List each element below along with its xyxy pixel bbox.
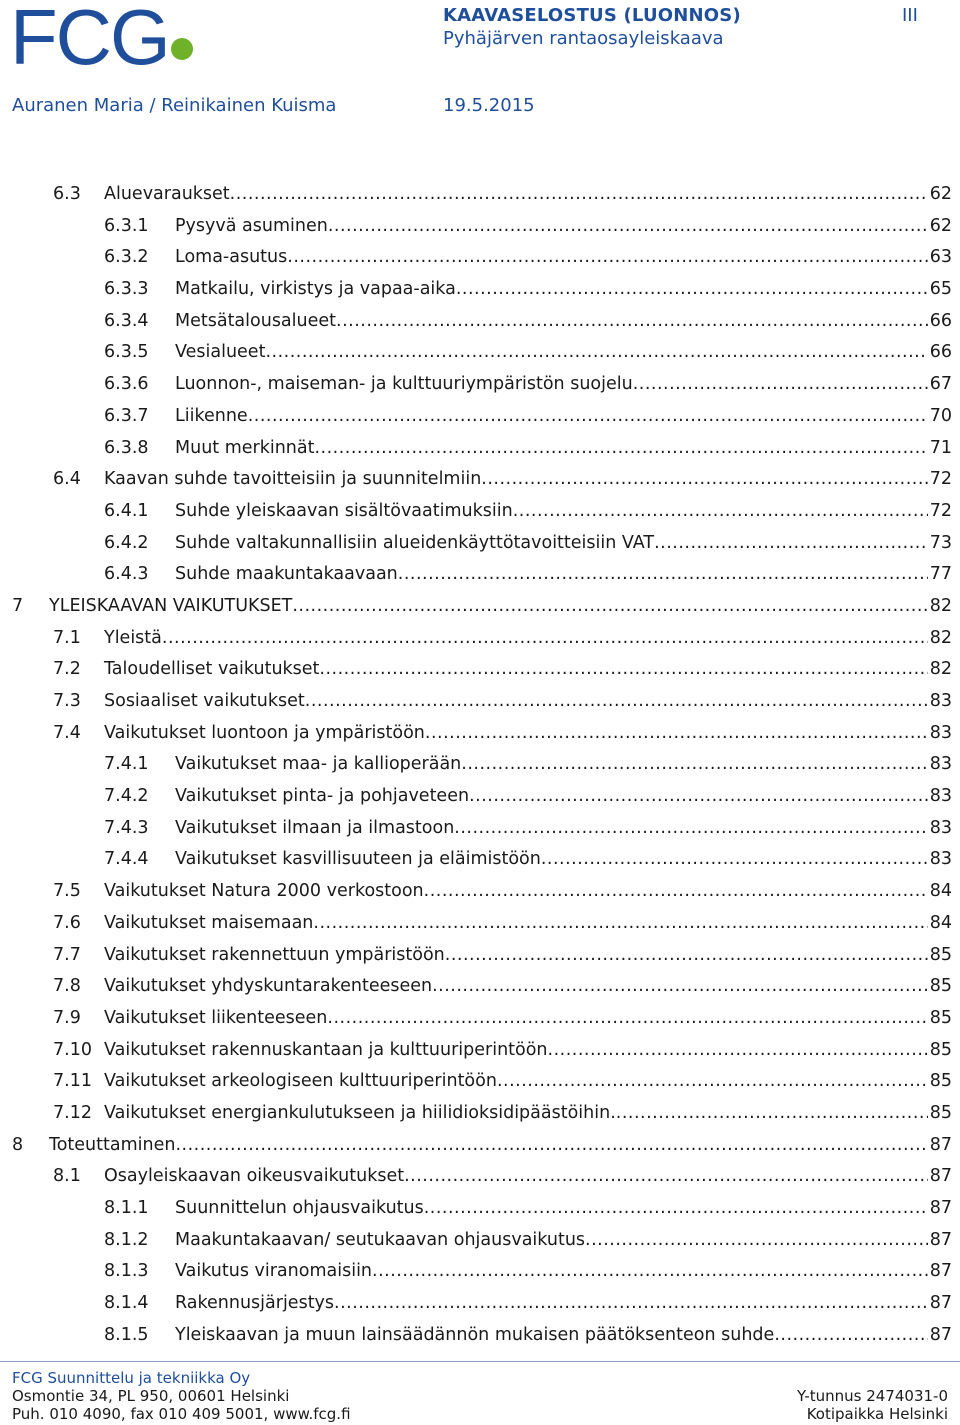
toc-entry[interactable]	[0, 623, 960, 655]
toc-entry-number: 8	[12, 1134, 24, 1155]
toc-entry-line	[175, 781, 952, 813]
toc-entry-number: 6.3.2	[104, 247, 149, 268]
toc-entry-number: 7.4.4	[104, 849, 149, 870]
toc-entry-page: 83	[929, 754, 952, 775]
toc-dot-leader	[327, 1003, 927, 1035]
toc-entry-page: 85	[929, 1039, 952, 1060]
toc-entry-title: Suunnittelun ohjausvaikutus	[175, 1198, 424, 1218]
toc-entry-line	[104, 908, 952, 940]
toc-entry-title: Pysyvä asuminen	[175, 215, 328, 236]
toc-entry-title: Metsätalousalueet	[175, 310, 337, 331]
toc-entry-page: 62	[929, 215, 952, 236]
toc-entry-title: Vaikutukset rakennettuun ympäristöön	[104, 944, 445, 965]
toc-entry[interactable]	[0, 496, 960, 528]
toc-entry-number: 7.4.2	[104, 786, 149, 807]
toc-entry-title: Yleistä	[104, 627, 162, 648]
toc-dot-leader	[774, 1320, 927, 1352]
toc-dot-leader	[404, 1161, 928, 1193]
toc-dot-leader	[328, 211, 928, 243]
toc-dot-leader	[432, 971, 928, 1003]
toc-entry-number: 7.11	[53, 1071, 92, 1092]
project-name: Pyhäjärven rantaosayleiskaava	[443, 28, 724, 49]
toc-entry-number: 6.3.3	[104, 279, 149, 300]
page-number-roman: III	[902, 5, 918, 26]
toc-entry-line	[104, 654, 952, 686]
toc-entry-title: Vaikutukset liikenteeseen	[104, 1007, 328, 1028]
toc-dot-leader	[456, 274, 928, 306]
toc-entry-line	[104, 971, 952, 1003]
toc-entry-number: 7.4.1	[104, 754, 149, 775]
toc-entry[interactable]	[0, 1003, 960, 1035]
toc-entry-title: Vaikutukset Natura 2000 verkostoon	[104, 881, 424, 902]
footer-domicile: Kotipaikka Helsinki	[806, 1405, 948, 1423]
toc-entry-number: 8.1.4	[104, 1293, 149, 1314]
toc-entry[interactable]	[0, 559, 960, 591]
toc-entry-title: Yleiskaavan ja muun lainsäädännön mukaisen päätöksenteon suhde	[175, 1324, 775, 1345]
toc-entry-number: 8.1.5	[104, 1324, 149, 1345]
toc-entry-title: Vaikutukset pinta- ja pohjaveteen	[175, 786, 470, 807]
toc-dot-leader	[548, 1035, 928, 1067]
toc-dot-leader	[162, 623, 928, 655]
toc-entry-number: 7.4	[53, 722, 81, 743]
toc-entry-title: Muut merkinnät	[175, 437, 315, 458]
toc-dot-leader	[654, 528, 928, 560]
toc-entry-line	[175, 1193, 952, 1225]
toc-entry-title: Vesialueet	[175, 342, 266, 363]
toc-dot-leader	[633, 369, 928, 401]
doc-type-title: KAAVASELOSTUS (LUONNOS)	[443, 5, 741, 26]
toc-entry[interactable]	[0, 1098, 960, 1130]
logo-green-dot	[171, 38, 193, 60]
toc-entry-page: 85	[929, 1071, 952, 1092]
footer-contact: Puh. 010 4090, fax 010 409 5001, www.fcg.fi	[12, 1405, 351, 1423]
toc-dot-leader	[334, 1288, 928, 1320]
toc-entry-title: Aluevaraukset	[104, 184, 230, 204]
toc-entry[interactable]	[0, 781, 960, 813]
toc-entry-page: 84	[929, 881, 952, 902]
toc-entry-title: Matkailu, virkistys ja vapaa-aika	[175, 279, 456, 300]
toc-entry-page: 82	[929, 595, 952, 616]
toc-entry-number: 7.6	[53, 912, 81, 933]
toc-entry-title: Taloudelliset vaikutukset	[104, 659, 320, 680]
toc-entry-number: 7.10	[53, 1039, 92, 1060]
toc-entry-number: 6.3.7	[104, 405, 149, 426]
toc-entry-line	[104, 1035, 952, 1067]
document-date: 19.5.2015	[443, 95, 535, 116]
footer-divider	[0, 1361, 960, 1362]
toc-entry[interactable]	[0, 1130, 960, 1162]
toc-entry-number: 6.3.4	[104, 310, 149, 331]
toc-entry-page: 83	[929, 849, 952, 870]
fcg-logo	[10, 4, 200, 70]
toc-entry-page: 63	[929, 247, 952, 268]
toc-dot-leader	[265, 337, 927, 369]
toc-entry-page: 84	[929, 912, 952, 933]
toc-entry[interactable]	[0, 1161, 960, 1193]
toc-entry[interactable]	[0, 1225, 960, 1257]
toc-dot-leader	[287, 242, 927, 274]
toc-entry[interactable]	[0, 749, 960, 781]
toc-entry-title: Liikenne	[175, 405, 248, 426]
toc-entry[interactable]	[0, 813, 960, 845]
toc-entry-page: 87	[929, 1261, 952, 1282]
toc-entry-page: 72	[929, 500, 952, 521]
toc-entry-number: 6.3.8	[104, 437, 149, 458]
toc-entry-number: 7.8	[53, 976, 81, 997]
toc-entry-number: 8.1	[53, 1166, 81, 1187]
toc-entry-number: 8.1.1	[104, 1198, 149, 1218]
toc-entry-page: 71	[929, 437, 952, 458]
toc-entry[interactable]	[0, 940, 960, 972]
toc-entry-page: 73	[929, 532, 952, 553]
toc-entry-number: 7.7	[53, 944, 81, 965]
toc-entry-line	[104, 1003, 952, 1035]
toc-entry[interactable]	[0, 369, 960, 401]
toc-entry-number: 7.12	[53, 1102, 92, 1123]
toc-entry-title: Toteuttaminen	[49, 1134, 176, 1155]
toc-entry-line	[175, 496, 952, 528]
toc-entry-title: Suhde valtakunnallisiin alueidenkäyttötavoitteisiin VAT	[175, 532, 655, 553]
toc-entry-number: 6.3	[53, 184, 81, 204]
toc-entry-line	[104, 686, 952, 718]
toc-dot-leader	[372, 1256, 928, 1288]
toc-entry-number: 7.2	[53, 659, 81, 680]
toc-entry-line	[104, 1098, 952, 1130]
toc-entry[interactable]	[0, 686, 960, 718]
toc-entry[interactable]	[0, 1193, 960, 1225]
toc-entry-title: Vaikutukset luontoon ja ympäristöön	[104, 722, 425, 743]
toc-entry[interactable]	[0, 433, 960, 465]
toc-entry-title: Loma-asutus	[175, 247, 288, 268]
toc-entry-line	[175, 242, 952, 274]
footer-company: FCG Suunnittelu ja tekniikka Oy	[12, 1369, 251, 1387]
toc-entry-line	[104, 1161, 952, 1193]
toc-entry-number: 7.3	[53, 691, 81, 711]
toc-entry-line	[175, 433, 952, 465]
toc-entry-title: Sosiaaliset vaikutukset	[104, 691, 305, 711]
toc-dot-leader	[481, 464, 927, 496]
toc-entry-title: Suhde yleiskaavan sisältövaatimuksiin	[175, 500, 513, 521]
toc-entry-page: 67	[929, 374, 952, 395]
footer-business-id: Y-tunnus 2474031-0	[796, 1387, 948, 1405]
toc-entry-title: Suhde maakuntakaavaan	[175, 564, 398, 585]
toc-entry-title: Vaikutus viranomaisiin	[175, 1261, 373, 1282]
toc-entry-title: Vaikutukset kasvillisuuteen ja eläimistöön	[175, 849, 541, 870]
toc-entry-page: 87	[929, 1166, 952, 1187]
toc-dot-leader	[175, 1130, 927, 1162]
toc-entry-title: Vaikutukset energiankulutukseen ja hiilidioksidipäästöihin.	[104, 1102, 616, 1123]
toc-dot-leader	[445, 940, 928, 972]
toc-entry-page: 82	[929, 627, 952, 648]
toc-entry[interactable]	[0, 876, 960, 908]
toc-entry-title: Luonnon-, maiseman- ja kulttuuriympäristön suojelu	[175, 374, 633, 395]
toc-entry-line	[104, 464, 952, 496]
toc-dot-leader	[305, 686, 928, 718]
toc-entry[interactable]	[0, 591, 960, 623]
toc-entry-page: 66	[929, 310, 952, 331]
toc-entry-title: Osayleiskaavan oikeusvaikutukset	[104, 1166, 405, 1187]
toc-entry-line	[104, 179, 952, 211]
toc-entry[interactable]	[0, 718, 960, 750]
toc-entry-page: 83	[929, 691, 952, 711]
toc-entry[interactable]	[0, 971, 960, 1003]
toc-entry[interactable]	[0, 654, 960, 686]
toc-entry-line	[175, 1288, 952, 1320]
authors: Auranen Maria / Reinikainen Kuisma	[12, 95, 337, 116]
toc-entry-line	[104, 718, 952, 750]
footer-address: Osmontie 34, PL 950, 00601 Helsinki	[12, 1387, 290, 1405]
toc-entry-page: 87	[929, 1324, 952, 1345]
toc-entry-title: Vaikutukset rakennuskantaan ja kulttuuriperintöön	[104, 1039, 548, 1060]
toc-entry-title: Kaavan suhde tavoitteisiin ja suunnitelmiin	[104, 469, 482, 490]
toc-entry-title: Vaikutukset yhdyskuntarakenteeseen	[104, 976, 433, 997]
toc-entry[interactable]	[0, 464, 960, 496]
toc-entry-number: 6.4	[53, 469, 81, 490]
toc-entry-line	[175, 369, 952, 401]
toc-dot-leader	[497, 1066, 928, 1098]
toc-dot-leader	[398, 559, 928, 591]
toc-dot-leader	[425, 718, 928, 750]
toc-dot-leader	[513, 496, 928, 528]
toc-entry-title: Vaikutukset maisemaan	[104, 912, 314, 933]
toc-entry-title: YLEISKAAVAN VAIKUTUKSET	[49, 595, 293, 616]
toc-entry-page: 62	[929, 184, 952, 204]
toc-entry-line	[175, 844, 952, 876]
toc-entry-page: 83	[929, 786, 952, 807]
toc-entry-line	[175, 559, 952, 591]
toc-dot-leader	[313, 908, 927, 940]
toc-entry-number: 6.3.1	[104, 215, 149, 236]
toc-entry-line	[104, 940, 952, 972]
toc-entry-line	[175, 528, 952, 560]
toc-entry-line	[49, 591, 952, 623]
toc-entry-line	[175, 813, 952, 845]
toc-entry[interactable]	[0, 1320, 960, 1352]
toc-entry[interactable]	[0, 1035, 960, 1067]
toc-entry-title: Maakuntakaavan/ seutukaavan ohjausvaikutus	[175, 1229, 586, 1250]
toc-entry-page: 85	[929, 1007, 952, 1028]
toc-entry-page: 87	[929, 1134, 952, 1155]
toc-entry-page: 72	[929, 469, 952, 490]
toc-entry-number: 6.4.1	[104, 500, 149, 521]
toc-entry-page: 87	[929, 1198, 952, 1218]
toc-entry[interactable]	[0, 306, 960, 338]
toc-entry-title: Rakennusjärjestys	[175, 1293, 335, 1314]
toc-entry-number: 7.1	[53, 627, 81, 648]
toc-entry-number: 6.4.2	[104, 532, 149, 553]
toc-entry[interactable]	[0, 401, 960, 433]
toc-entry-page: 83	[929, 817, 952, 838]
toc-entry-number: 7.4.3	[104, 817, 149, 838]
toc-dot-leader	[424, 876, 928, 908]
toc-dot-leader	[424, 1193, 928, 1225]
toc-entry-page: 70	[929, 405, 952, 426]
toc-entry[interactable]	[0, 844, 960, 876]
toc-entry-number: 6.3.5	[104, 342, 149, 363]
toc-entry[interactable]	[0, 908, 960, 940]
toc-entry[interactable]	[0, 528, 960, 560]
table-of-contents	[0, 179, 960, 1351]
toc-entry-title: Vaikutukset maa- ja kallioperään	[175, 754, 462, 775]
toc-dot-leader	[319, 654, 927, 686]
toc-entry-line	[175, 1256, 952, 1288]
toc-entry-number: 8.1.2	[104, 1229, 149, 1250]
toc-dot-leader	[585, 1225, 928, 1257]
toc-entry-page: 66	[929, 342, 952, 363]
toc-entry-line	[175, 1225, 952, 1257]
toc-entry-page: 77	[929, 564, 952, 585]
toc-entry[interactable]	[0, 1066, 960, 1098]
toc-entry-page: 85	[929, 944, 952, 965]
toc-dot-leader	[541, 844, 928, 876]
toc-entry[interactable]	[0, 274, 960, 306]
toc-entry-page: 85	[929, 1102, 952, 1123]
toc-entry-title: Vaikutukset arkeologiseen kulttuuriperintöön	[104, 1071, 497, 1092]
toc-dot-leader	[248, 401, 928, 433]
toc-dot-leader	[292, 591, 927, 623]
toc-entry-line	[175, 401, 952, 433]
toc-entry[interactable]	[0, 211, 960, 243]
toc-dot-leader	[336, 306, 928, 338]
toc-entry-page: 85	[929, 976, 952, 997]
toc-entry[interactable]	[0, 179, 960, 211]
toc-dot-leader	[230, 179, 928, 211]
toc-entry[interactable]	[0, 337, 960, 369]
toc-entry-line	[104, 1066, 952, 1098]
toc-entry-line	[175, 274, 952, 306]
toc-entry-page: 65	[929, 279, 952, 300]
toc-entry-line	[175, 211, 952, 243]
toc-dot-leader	[469, 781, 928, 813]
toc-entry-line	[175, 337, 952, 369]
toc-entry-number: 7	[12, 595, 24, 616]
toc-entry-number: 7.5	[53, 881, 81, 902]
toc-entry-page: 87	[929, 1293, 952, 1314]
toc-dot-leader	[461, 749, 927, 781]
toc-entry-line	[104, 623, 952, 655]
toc-entry-line	[175, 1320, 952, 1352]
toc-dot-leader	[616, 1098, 928, 1130]
toc-entry-number: 7.9	[53, 1007, 81, 1028]
toc-entry-line	[175, 749, 952, 781]
toc-entry-line	[49, 1130, 952, 1162]
toc-entry-page: 87	[929, 1229, 952, 1250]
toc-dot-leader	[454, 813, 927, 845]
toc-entry-number: 6.4.3	[104, 564, 149, 585]
toc-entry-page: 82	[929, 659, 952, 680]
toc-entry-line	[175, 306, 952, 338]
toc-entry-number: 6.3.6	[104, 374, 149, 395]
toc-entry-line	[104, 876, 952, 908]
toc-entry-page: 83	[929, 722, 952, 743]
toc-entry-number: 8.1.3	[104, 1261, 149, 1282]
toc-entry-title: Vaikutukset ilmaan ja ilmastoon	[175, 817, 455, 838]
toc-dot-leader	[314, 433, 927, 465]
logo-text: FCG	[10, 4, 169, 70]
toc-entry[interactable]	[0, 1288, 960, 1320]
toc-entry[interactable]	[0, 242, 960, 274]
toc-entry[interactable]	[0, 1256, 960, 1288]
